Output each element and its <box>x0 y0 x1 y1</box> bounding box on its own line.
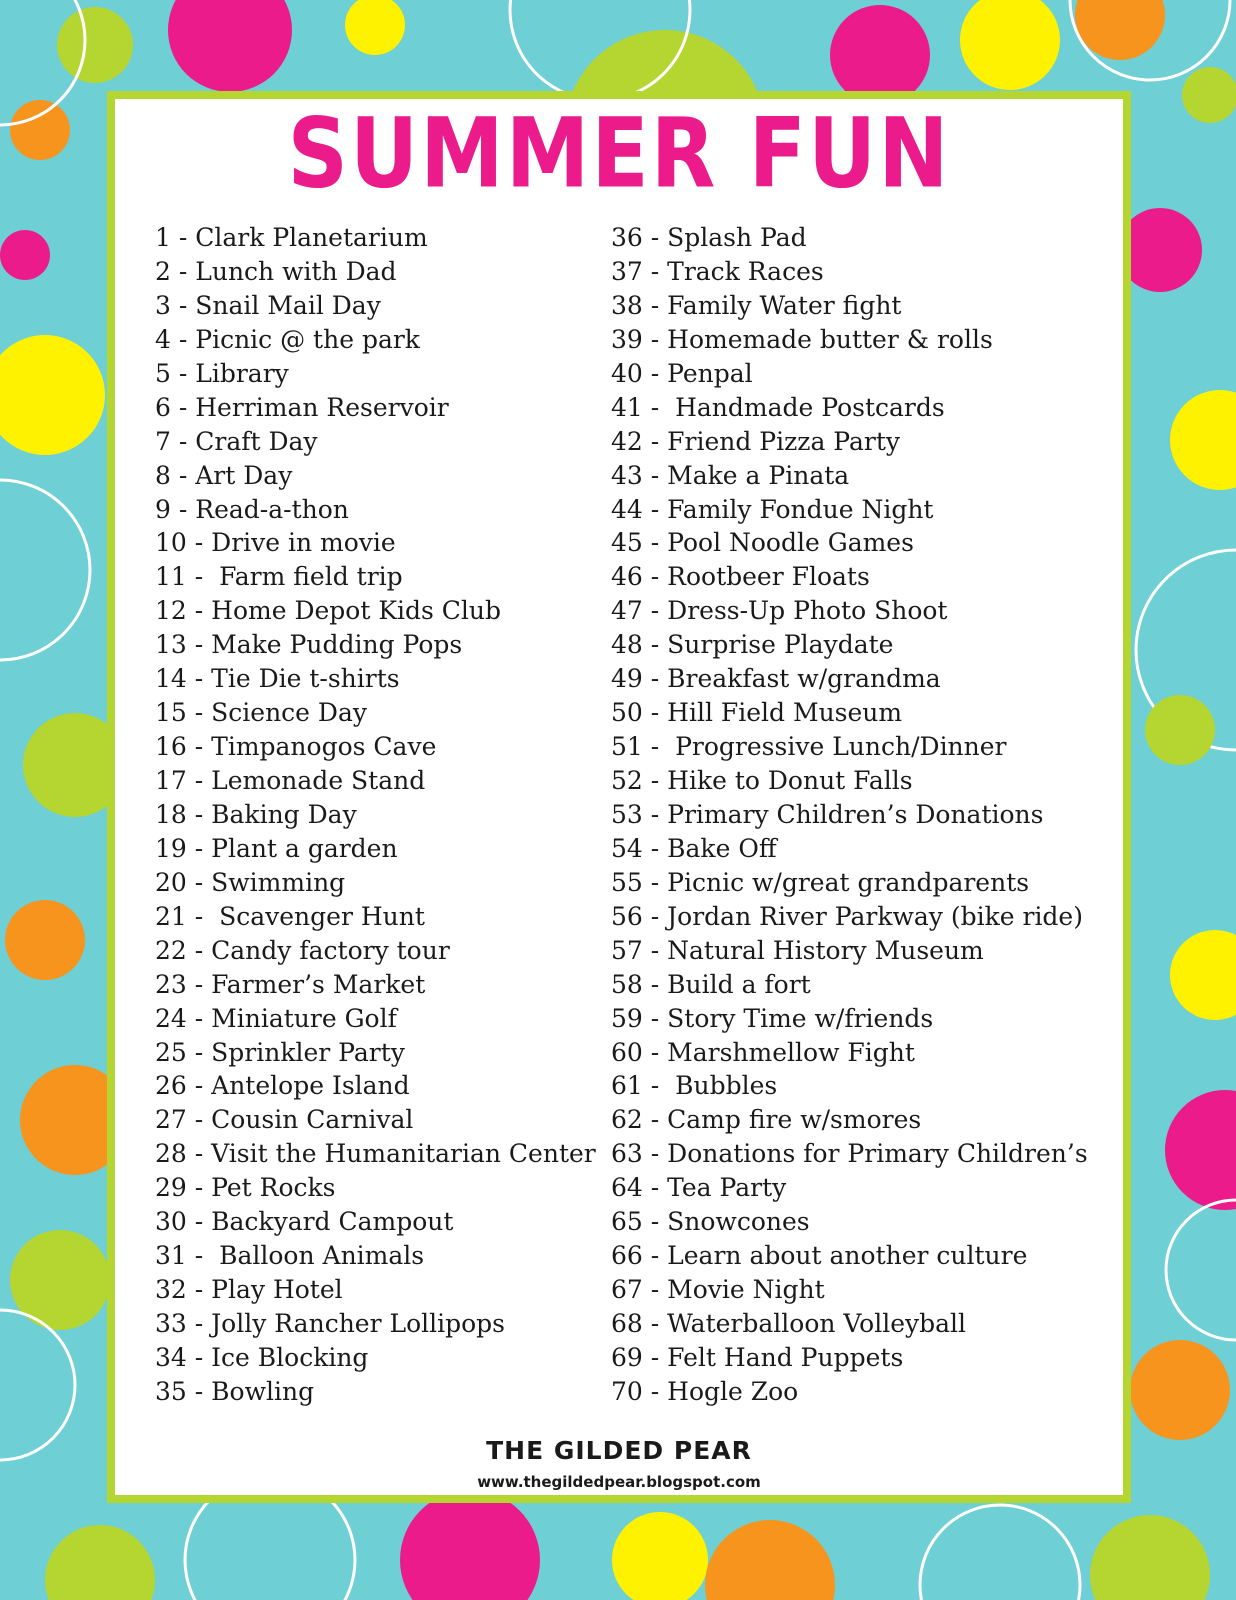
list-item <box>155 764 596 798</box>
list-item-label: 10 - Drive in movie <box>155 528 396 558</box>
list-item <box>155 1069 596 1103</box>
list-item-label: 55 - Picnic w/great grandparents <box>611 867 1030 897</box>
list-item <box>611 560 1088 594</box>
list-item-label: 14 - Tie Die t-shirts <box>155 664 400 694</box>
list-item <box>155 628 596 662</box>
list-item-label: 27 - Cousin Carnival <box>155 1105 414 1135</box>
list-item-label: 38 - Family Water fight <box>611 290 902 320</box>
list-item-label: 58 - Build a fort <box>611 969 811 999</box>
list-item-label: 36 - Splash Pad <box>611 223 807 252</box>
list-item <box>155 357 596 391</box>
left-column-list <box>155 221 596 1409</box>
list-item <box>611 1205 1088 1239</box>
list-item-label: 65 - Snowcones <box>611 1207 810 1237</box>
list-item <box>155 798 596 832</box>
list-item <box>611 934 1088 968</box>
list-item-label: 25 - Sprinkler Party <box>155 1037 405 1067</box>
list-item <box>155 934 596 968</box>
list-item <box>611 255 1088 289</box>
list-item-label: 62 - Camp fire w/smores <box>611 1105 922 1135</box>
list-item <box>155 323 596 357</box>
list-item <box>155 221 596 255</box>
list-card-inner <box>115 96 1123 1495</box>
list-item <box>611 526 1088 560</box>
list-item-label: 56 - Jordan River Parkway (bike ride) <box>611 901 1083 931</box>
list-item-label: 17 - Lemonade Stand <box>155 766 426 795</box>
list-item <box>611 323 1088 357</box>
list-item <box>611 391 1088 425</box>
list-item <box>155 832 596 866</box>
list-item-label: 44 - Family Fondue Night <box>611 494 934 524</box>
list-item <box>155 459 596 493</box>
list-item <box>155 560 596 594</box>
list-item-label: 52 - Hike to Donut Falls <box>611 766 913 795</box>
list-card <box>107 91 1131 1503</box>
list-item-label: 18 - Baking Day <box>155 799 357 829</box>
list-item-label: 69 - Felt Hand Puppets <box>611 1342 904 1372</box>
list-item-label: 67 - Movie Night <box>611 1275 825 1305</box>
list-item <box>155 526 596 560</box>
list-item-label: 22 - Candy factory tour <box>155 935 450 965</box>
list-item-label: 45 - Pool Noodle Games <box>611 528 914 558</box>
list-item <box>611 696 1088 730</box>
list-item-label: 26 - Antelope Island <box>155 1071 410 1101</box>
list-item <box>155 1103 596 1137</box>
list-item-label: 12 - Home Depot Kids Club <box>155 596 502 626</box>
list-item <box>611 968 1088 1002</box>
list-item-label: 68 - Waterballoon Volleyball <box>611 1309 967 1338</box>
list-item <box>611 1273 1088 1307</box>
list-item-label: 48 - Surprise Playdate <box>611 630 894 660</box>
list-item-label: 40 - Penpal <box>611 358 753 388</box>
list-item <box>155 391 596 425</box>
list-item <box>611 1137 1088 1171</box>
list-item <box>155 968 596 1002</box>
list-item-label: 15 - Science Day <box>155 698 367 728</box>
list-item-label: 6 - Herriman Reservoir <box>155 392 449 422</box>
list-item <box>155 493 596 527</box>
list-item <box>155 425 596 459</box>
list-item-label: 66 - Learn about another culture <box>611 1241 1028 1271</box>
list-item-label: 9 - Read-a-thon <box>155 494 349 524</box>
list-item <box>155 696 596 730</box>
list-item <box>611 221 1088 255</box>
list-item-label: 32 - Play Hotel <box>155 1275 343 1305</box>
list-item <box>155 1137 596 1171</box>
list-item-label: 63 - Donations for Primary Children’s <box>611 1139 1088 1169</box>
list-item-label: 59 - Story Time w/friends <box>611 1003 934 1033</box>
list-item <box>611 1307 1088 1341</box>
list-item <box>155 1375 596 1409</box>
list-item <box>155 730 596 764</box>
list-item <box>611 289 1088 323</box>
list-item <box>155 1002 596 1036</box>
list-item-label: 3 - Snail Mail Day <box>155 290 381 320</box>
list-item-label: 41 - Handmade Postcards <box>611 392 945 422</box>
list-item <box>611 798 1088 832</box>
list-item-label: 46 - Rootbeer Floats <box>611 562 870 592</box>
brand-name: THE GILDED PEAR <box>486 1436 752 1465</box>
list-item <box>155 255 596 289</box>
list-item <box>155 1239 596 1273</box>
list-item-label: 1 - Clark Planetarium <box>155 223 428 252</box>
list-item-label: 39 - Homemade butter & rolls <box>611 324 993 354</box>
list-item-label: 5 - Library <box>155 358 289 388</box>
list-item-label: 37 - Track Races <box>611 256 824 286</box>
list-item <box>611 1171 1088 1205</box>
list-item-label: 43 - Make a Pinata <box>611 460 850 490</box>
list-item <box>155 662 596 696</box>
list-item <box>611 730 1088 764</box>
list-item <box>155 594 596 628</box>
list-item-label: 42 - Friend Pizza Party <box>611 426 901 456</box>
list-item-label: 61 - Bubbles <box>611 1071 778 1101</box>
right-column-list <box>611 221 1088 1409</box>
list-item-label: 31 - Balloon Animals <box>155 1241 425 1271</box>
list-item-label: 54 - Bake Off <box>611 833 777 863</box>
list-item-label: 19 - Plant a garden <box>155 833 398 863</box>
page-title: SUMMER FUN <box>287 96 951 210</box>
list-item <box>611 900 1088 934</box>
list-item <box>155 1341 596 1375</box>
list-item <box>155 1171 596 1205</box>
list-item <box>611 764 1088 798</box>
list-item <box>611 425 1088 459</box>
list-item-label: 70 - Hogle Zoo <box>611 1376 799 1406</box>
list-item-label: 2 - Lunch with Dad <box>155 256 397 286</box>
list-item-label: 16 - Timpanogos Cave <box>155 732 437 762</box>
list-item-label: 49 - Breakfast w/grandma <box>611 664 941 694</box>
list-item-label: 13 - Make Pudding Pops <box>155 630 463 660</box>
list-item-label: 57 - Natural History Museum <box>611 935 984 965</box>
list-item <box>611 628 1088 662</box>
list-item-label: 7 - Craft Day <box>155 426 318 456</box>
list-item <box>611 1002 1088 1036</box>
list-item-label: 47 - Dress-Up Photo Shoot <box>611 596 948 626</box>
list-item-label: 60 - Marshmellow Fight <box>611 1037 915 1067</box>
list-item <box>611 662 1088 696</box>
list-item-label: 11 - Farm field trip <box>155 562 403 592</box>
list-item <box>611 493 1088 527</box>
list-item <box>611 1239 1088 1273</box>
list-item-label: 4 - Picnic @ the park <box>155 324 420 354</box>
list-item <box>155 289 596 323</box>
list-item-label: 29 - Pet Rocks <box>155 1173 336 1203</box>
list-item-label: 23 - Farmer’s Market <box>155 969 426 999</box>
list-item-label: 20 - Swimming <box>155 867 346 897</box>
list-item <box>611 1069 1088 1103</box>
list-item <box>155 900 596 934</box>
list-item <box>611 459 1088 493</box>
list-item <box>611 1036 1088 1070</box>
list-item <box>611 1103 1088 1137</box>
list-item <box>155 866 596 900</box>
list-item-label: 30 - Backyard Campout <box>155 1207 454 1237</box>
list-item-label: 24 - Miniature Golf <box>155 1003 397 1033</box>
list-item-label: 21 - Scavenger Hunt <box>155 901 425 931</box>
list-item <box>155 1273 596 1307</box>
list-item-label: 53 - Primary Children’s Donations <box>611 799 1044 829</box>
list-item-label: 8 - Art Day <box>155 460 293 490</box>
list-item <box>155 1036 596 1070</box>
list-item-label: 35 - Bowling <box>155 1376 315 1406</box>
list-item-label: 50 - Hill Field Museum <box>611 698 903 728</box>
brand-url: www.thegildedpear.blogspot.com <box>477 1473 761 1491</box>
list-item <box>155 1307 596 1341</box>
list-item-label: 51 - Progressive Lunch/Dinner <box>611 732 1007 762</box>
list-item <box>611 832 1088 866</box>
list-item <box>611 594 1088 628</box>
list-item <box>611 1341 1088 1375</box>
list-item-label: 33 - Jolly Rancher Lollipops <box>155 1309 506 1338</box>
list-item-label: 64 - Tea Party <box>611 1173 787 1203</box>
list-item-label: 34 - Ice Blocking <box>155 1342 369 1372</box>
list-item <box>611 866 1088 900</box>
list-item <box>155 1205 596 1239</box>
list-item <box>611 357 1088 391</box>
list-item-label: 28 - Visit the Humanitarian Center <box>155 1139 596 1169</box>
list-item <box>611 1375 1088 1409</box>
